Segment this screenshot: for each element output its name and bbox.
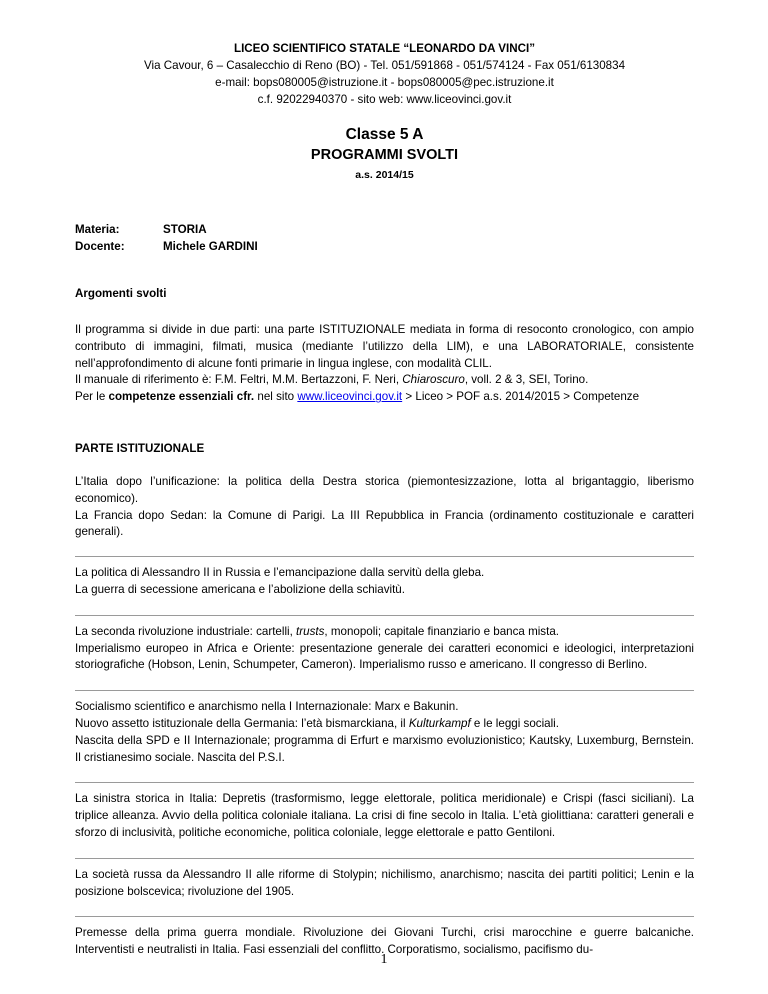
class-title: Classe 5 A <box>345 126 424 143</box>
topic-4a: Socialismo scientifico e anarchismo nella I Internazionale: Marx e Bakunin. <box>75 700 459 714</box>
programs-title: PROGRAMMI SVOLTI <box>310 147 459 163</box>
topic-block-4 <box>75 690 694 774</box>
comp-post: > Liceo > POF a.s. 2014/2015 > Competenze <box>402 390 640 404</box>
manual-post: , voll. 2 & 3, SEI, Torino. <box>464 373 589 387</box>
comp-mid: nel sito <box>254 390 298 404</box>
topic-block-6 <box>75 858 694 909</box>
intro-text: Il programma si divide in due parti: una parte ISTITUZIONALE mediata in forma di resoconto cronologico, con ampio contributo di immagini, filmati, musica (mediante l’utilizzo della LIM), e una LABORATORIALE, consistente nell’approfondimento di alcune fonti primarie in lingua inglese, con modalità CLIL. <box>75 323 694 370</box>
topic-2a: La politica di Alessandro II in Russia e l’emancipazione dalla servitù della gleba. <box>75 566 485 580</box>
manual-pre: Il manuale di riferimento è: F.M. Feltri, M.M. Bertazzoni, F. Neri, <box>75 373 403 387</box>
topic-4b <box>75 716 694 733</box>
school-address: Via Cavour, 6 – Casalecchio di Reno (BO) - Tel. 051/591868 - 051/574124 - Fax 051/6130834 <box>143 59 626 72</box>
school-name: LICEO SCIENTIFICO STATALE “LEONARDO DA VINCI” <box>233 42 535 55</box>
comp-bold: competenze essenziali cfr. <box>108 390 255 404</box>
competenze-line <box>75 389 694 406</box>
topic-block-3 <box>75 615 694 682</box>
school-email: e-mail: bops080005@istruzione.it - bops080005@pec.istruzione.it <box>215 76 554 89</box>
topic-6: La società russa da Alessandro II alle riforme di Stolypin; nichilismo, anarchismo; nascita dei partiti politici; Lenin e la posizione bolscevica; rivoluzione del 1905. <box>75 867 694 898</box>
topic-1b: La Francia dopo Sedan: la Comune di Parigi. La III Repubblica in Francia (ordinamento costituzionale e caratteri generali). <box>75 508 694 539</box>
intro-paragraph <box>75 322 694 406</box>
topic-4c: Nascita della SPD e II Internazionale; programma di Erfurt e marxismo evoluzionistico; Kautsky, Luxemburg, Bernstein. Il cristianesimo sociale. Nascita del P.S.I. <box>75 733 694 764</box>
topic-5: La sinistra storica in Italia: Depretis (trasformismo, legge elettorale, politica meridionale) e Crispi (fasci siciliani). La triplice alleanza. Avvio della politica coloniale italiana. La crisi di fine secolo in Italia. L’età giolittiana: caratteri generali e sforzo di inclusività, politiche economiche, politica coloniale, legge elettorale e patto Gentiloni. <box>75 792 694 839</box>
topic-1a: L’Italia dopo l’unificazione: la politica della Destra storica (piemontesizzazione, lotta al brigantaggio, liberismo economico). <box>75 474 694 505</box>
topic-4b-italic: Kulturkampf <box>408 716 471 730</box>
topic-block-5 <box>75 782 694 849</box>
topic-3a-italic: trusts <box>296 624 325 638</box>
manual-title: Chiaroscuro <box>402 373 465 387</box>
topic-3a <box>75 624 694 641</box>
subject-value: STORIA <box>163 223 207 236</box>
school-year: a.s. 2014/15 <box>355 169 414 181</box>
topic-block-2 <box>75 556 694 607</box>
school-cf: c.f. 92022940370 - sito web: www.liceovinci.gov.it <box>257 93 512 106</box>
teacher-label: Docente: <box>75 240 125 253</box>
topic-3a-pre: La seconda rivoluzione industriale: cartelli, <box>75 624 297 638</box>
teacher-value: Michele GARDINI <box>163 240 258 253</box>
topic-2b: La guerra di secessione americana e l’abolizione della schiavitù. <box>75 582 405 596</box>
title-block <box>75 125 694 183</box>
topic-3b: Imperialismo europeo in Africa e Oriente: presentazione generale dei caratteri economici e ideologici, interpretazioni storiografiche (Hobson, Lenin, Schumpeter, Cameron). Imperialismo russo e americano. Il congresso di Berlino. <box>75 641 694 672</box>
comp-pre: Per le <box>75 390 109 404</box>
school-header <box>75 40 694 108</box>
topic-4b-post: e le leggi sociali. <box>470 716 559 730</box>
topic-7: Premesse della prima guerra mondiale. Rivoluzione dei Giovani Turchi, crisi marocchine e guerre balcaniche. Interventisti e neutralisti in Italia. Fasi essenziali del conflitto. Corporatismo, socialismo, pacifismo du- <box>75 926 694 957</box>
page-content <box>75 0 694 967</box>
topic-block-1 <box>75 474 694 548</box>
site-link[interactable]: www.liceovinci.gov.it <box>297 390 403 404</box>
teacher-row <box>75 238 694 255</box>
subject-row <box>75 221 694 238</box>
argomenti-heading: Argomenti svolti <box>75 287 167 300</box>
manual-line <box>75 372 694 389</box>
topic-3a-post: , monopoli; capitale finanziario e banca mista. <box>324 624 559 638</box>
topic-4b-pre: Nuovo assetto istituzionale della Germania: l’età bismarckiana, il <box>75 716 409 730</box>
page-number: 1 <box>380 952 388 967</box>
meta-info <box>75 221 694 255</box>
subject-label: Materia: <box>75 223 120 236</box>
parte-istituzionale-heading: PARTE ISTITUZIONALE <box>75 441 205 455</box>
